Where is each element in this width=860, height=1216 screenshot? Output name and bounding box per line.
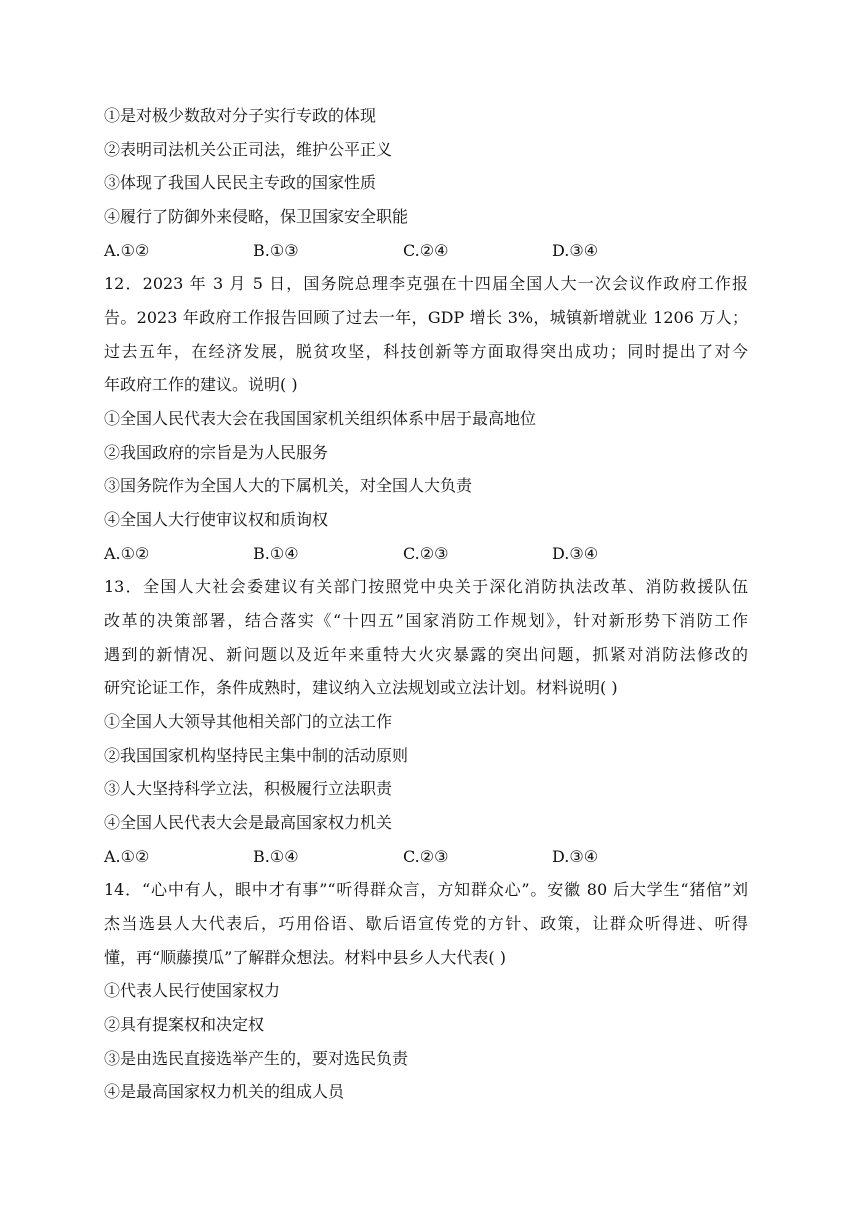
q13-statement-4: ④全国人民代表大会是最高国家权力机关 bbox=[104, 813, 393, 832]
q12-option-a: A.①② bbox=[104, 544, 150, 563]
q12-stem-line-3: 过去五年，在经济发展，脱贫攻坚，科技创新等方面取得突出成功；同时提出了对今 bbox=[104, 342, 748, 361]
q14-statement-1: ①代表人民行使国家权力 bbox=[104, 981, 281, 1000]
q11-statement-1: ①是对极少数敌对分子实行专政的体现 bbox=[104, 106, 377, 125]
q14-statement-4: ④是最高国家权力机关的组成人员 bbox=[104, 1082, 345, 1101]
q13-stem-line-1: 13．全国人大社会委建议有关部门按照党中央关于深化消防执法改革、消防救援队伍 bbox=[104, 577, 748, 596]
q11-options bbox=[104, 241, 704, 261]
q11-statement-2: ②表明司法机关公正司法，维护公平正义 bbox=[104, 140, 393, 159]
q13-option-b: B.①④ bbox=[253, 847, 299, 866]
q12-option-d: D.③④ bbox=[552, 544, 599, 563]
q12-option-b: B.①④ bbox=[253, 544, 299, 563]
q14-stem-line-1: 14．“心中有人，眼中才有事”“听得群众言，方知群众心”。安徽 80 后大学生“猪倌”刘 bbox=[104, 880, 748, 899]
q12-statement-4: ④全国人大行使审议权和质询权 bbox=[104, 510, 329, 529]
q12-stem-line-1: 12．2023 年 3 月 5 日，国务院总理李克强在十四届全国人大一次会议作政府工作报 bbox=[104, 274, 748, 293]
q14-statement-3: ③是由选民直接选举产生的，要对选民负责 bbox=[104, 1049, 409, 1068]
q13-option-a: A.①② bbox=[104, 847, 150, 866]
q13-option-d: D.③④ bbox=[552, 847, 599, 866]
q11-statement-3: ③体现了我国人民民主专政的国家性质 bbox=[104, 173, 377, 192]
q13-option-c: C.②③ bbox=[403, 847, 449, 866]
q13-stem-line-3: 遇到的新情况、新问题以及近年来重特大火灾暴露的突出问题，抓紧对消防法修改的 bbox=[104, 645, 748, 664]
q12-statement-2: ②我国政府的宗旨是为人民服务 bbox=[104, 443, 329, 462]
q12-options bbox=[104, 544, 704, 564]
q12-option-c: C.②③ bbox=[403, 544, 449, 563]
q12-statement-1: ①全国人民代表大会在我国国家机关组织体系中居于最高地位 bbox=[104, 409, 537, 428]
q13-options bbox=[104, 847, 704, 867]
q14-stem-line-2: 杰当选县人大代表后，巧用俗语、歇后语宣传党的方针、政策，让群众听得进、听得 bbox=[104, 914, 748, 933]
q13-statement-3: ③人大坚持科学立法，积极履行立法职责 bbox=[104, 779, 393, 798]
q13-stem-line-2: 改革的决策部署，结合落实《“十四五”国家消防工作规划》，针对新形势下消防工作 bbox=[104, 611, 748, 630]
q11-option-c: C.②④ bbox=[403, 241, 449, 260]
q12-statement-3: ③国务院作为全国人大的下属机关，对全国人大负责 bbox=[104, 476, 473, 495]
q11-option-b: B.①③ bbox=[253, 241, 299, 260]
q11-statement-4: ④履行了防御外来侵略，保卫国家安全职能 bbox=[104, 207, 409, 226]
q13-statement-2: ②我国国家机构坚持民主集中制的活动原则 bbox=[104, 746, 409, 765]
q14-statement-2: ②具有提案权和决定权 bbox=[104, 1015, 265, 1034]
q12-stem-line-2: 告。2023 年政府工作报告回顾了过去一年，GDP 增长 3%，城镇新增就业 1206 万人； bbox=[104, 308, 748, 327]
q11-option-a: A.①② bbox=[104, 241, 150, 260]
q11-option-d: D.③④ bbox=[552, 241, 599, 260]
q13-statement-1: ①全国人大领导其他相关部门的立法工作 bbox=[104, 712, 393, 731]
q12-stem-line-4: 年政府工作的建议。说明( ) bbox=[104, 375, 298, 394]
q14-stem-line-3: 懂，再“顺藤摸瓜”了解群众想法。材料中县乡人大代表( ) bbox=[104, 948, 506, 967]
q13-stem-line-4: 研究论证工作，条件成熟时，建议纳入立法规划或立法计划。材料说明( ) bbox=[104, 678, 618, 697]
